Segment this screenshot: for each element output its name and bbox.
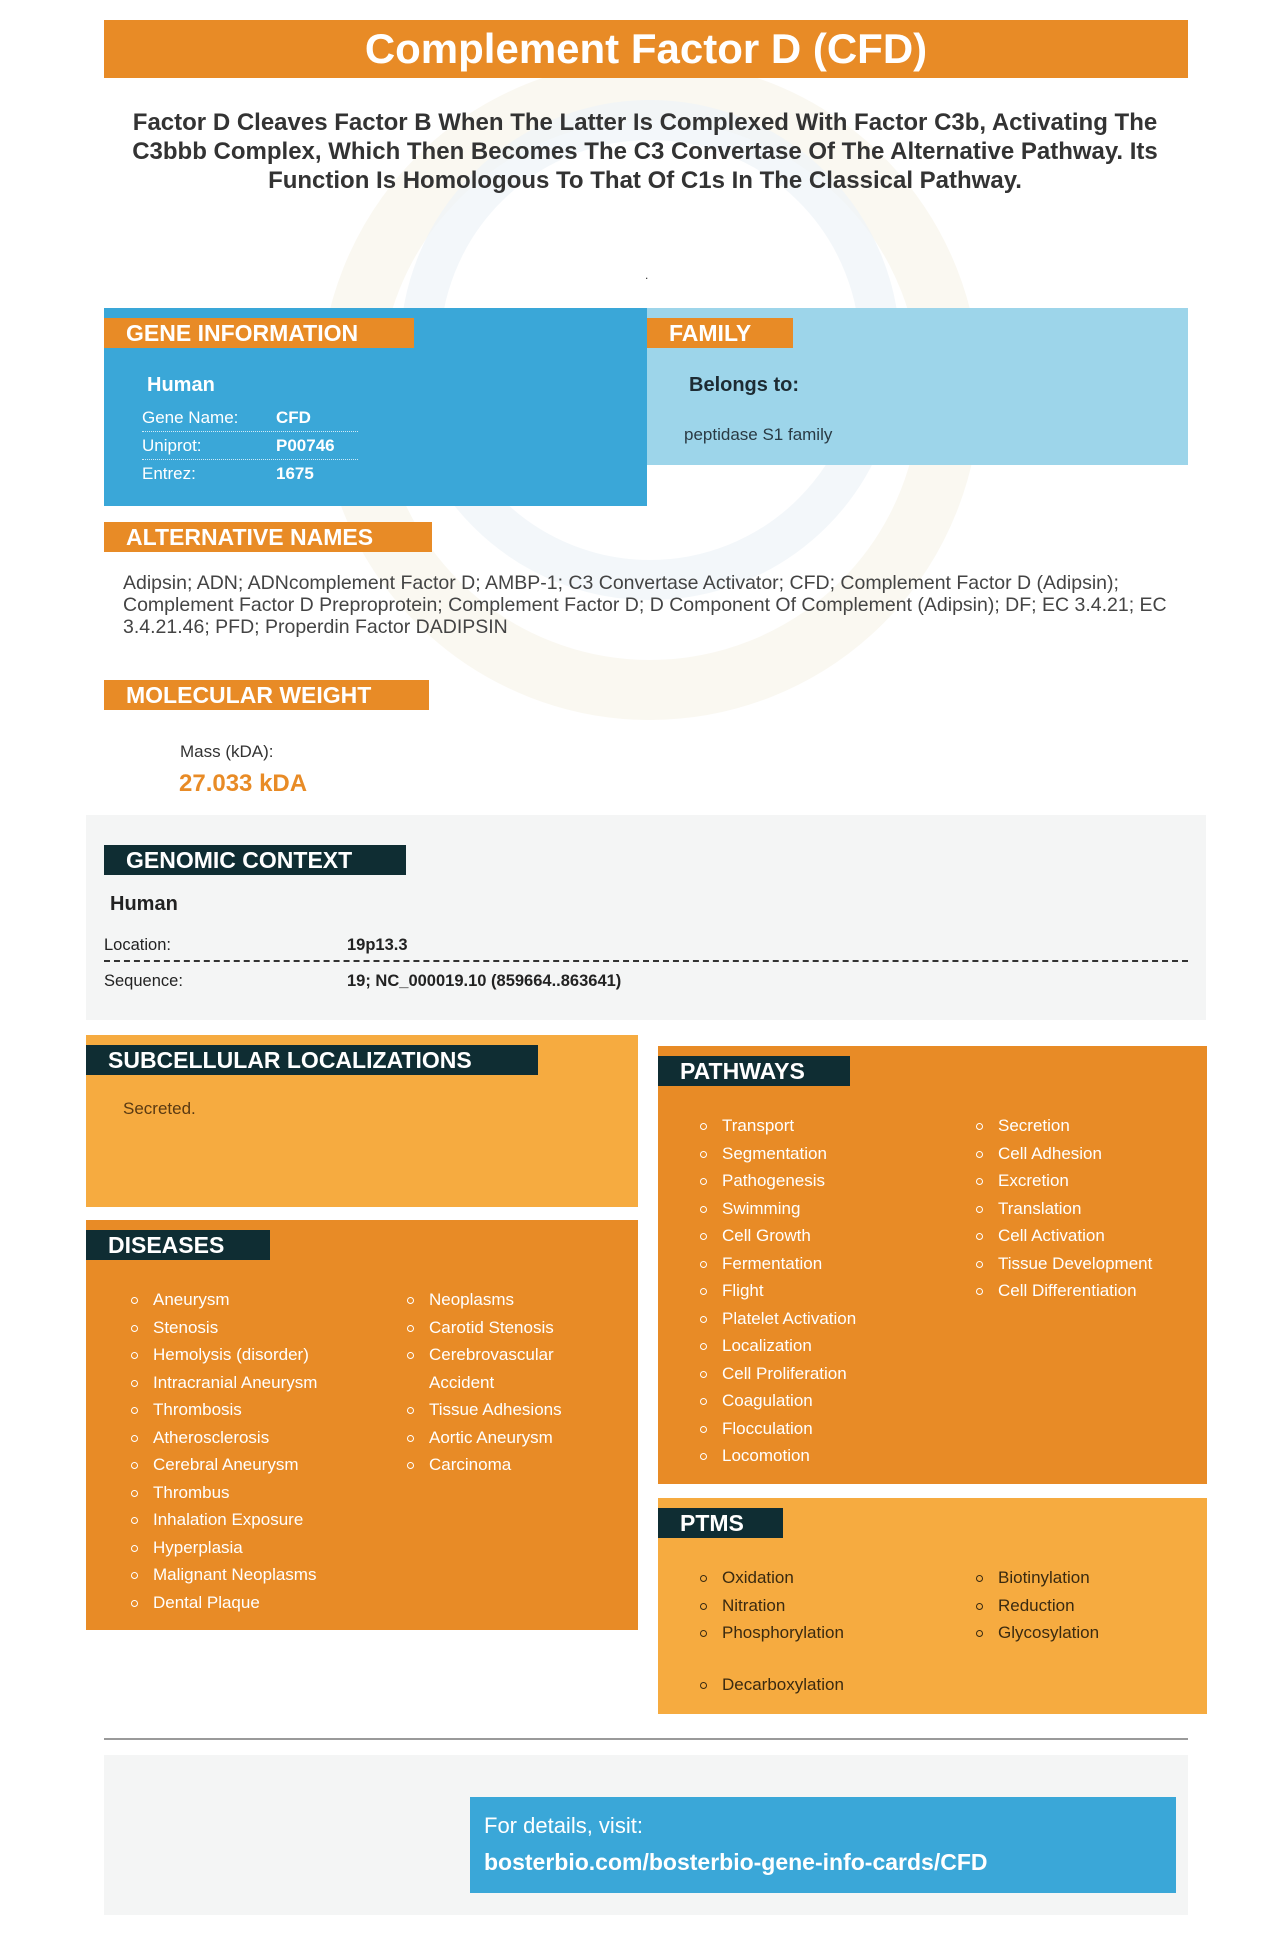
list-item: Cerebral Aneurysm (131, 1451, 381, 1479)
footer-link-card[interactable] (470, 1797, 1176, 1893)
list-item: Decarboxylation (700, 1671, 950, 1699)
genomic-location-row (104, 928, 1188, 962)
list-item: Stenosis (131, 1314, 381, 1342)
gene-species: Human (147, 374, 215, 396)
list-item: Pathogenesis (700, 1167, 950, 1195)
list-item: Intracranial Aneurysm (131, 1369, 381, 1397)
mass-label: Mass (kDA): (180, 742, 274, 761)
list-item: Carotid Stenosis (407, 1314, 582, 1342)
diseases-list-col1 (131, 1286, 381, 1616)
alternative-names-heading: ALTERNATIVE NAMES (104, 522, 432, 552)
gene-name-value: CFD (276, 408, 311, 427)
gene-summary: Factor D Cleaves Factor B When The Latter Is Complexed With Factor C3b, Activating The C3bbb Complex, Which Then Becomes The C3 Convertase Of The Alternative Pathway. Its Function Is Homologous To That Of C1s In The Classical Pathway. (132, 109, 1158, 194)
list-item: Aortic Aneurysm (407, 1424, 582, 1452)
footer-details-label: For details, visit: (484, 1813, 643, 1838)
ptms-list-extra (700, 1671, 950, 1699)
pathways-list-col1 (700, 1112, 950, 1470)
summary-dot: . (645, 268, 649, 282)
gene-information-heading: GENE INFORMATION (104, 318, 414, 348)
list-item: Cell Activation (976, 1222, 1196, 1250)
genomic-sequence-row (104, 964, 1188, 998)
list-item: Aneurysm (131, 1286, 381, 1314)
list-item: Fermentation (700, 1250, 950, 1278)
list-item: Hyperplasia (131, 1534, 381, 1562)
genomic-species: Human (110, 893, 178, 915)
ptms-list-col2 (976, 1564, 1196, 1647)
list-item: Oxidation (700, 1564, 950, 1592)
list-item: Swimming (700, 1195, 950, 1223)
gene-name-label: Gene Name: (142, 408, 239, 427)
list-item: Dental Plaque (131, 1589, 381, 1617)
mass-value: 27.033 kDA (179, 770, 308, 797)
diseases-heading: DISEASES (86, 1230, 270, 1260)
ptms-heading: PTMS (658, 1508, 783, 1538)
alternative-names-text: Adipsin; ADN; ADNcomplement Factor D; AMBP-1; C3 Convertase Activator; CFD; Complement Factor D (Adipsin); Complement Factor D Preproprotein; Complement Factor D; D Component Of Complement (Adipsin); DF; EC 3.4.21; EC 3.4.21.46; PFD; Properdin Factor DADIPSIN (123, 572, 1167, 638)
location-value: 19p13.3 (347, 936, 408, 954)
list-item: Cell Adhesion (976, 1140, 1196, 1168)
list-item: Flocculation (700, 1415, 950, 1443)
footer-url-link[interactable]: bosterbio.com/bosterbio-gene-info-cards/CFD (484, 1849, 988, 1875)
footer-divider (104, 1738, 1188, 1740)
list-item: Platelet Activation (700, 1305, 950, 1333)
list-item: Cell Growth (700, 1222, 950, 1250)
list-item: Phosphorylation (700, 1619, 950, 1647)
list-item: Malignant Neoplasms (131, 1561, 381, 1589)
gene-row-name (142, 404, 358, 432)
gene-row-entrez (142, 460, 358, 488)
entrez-label: Entrez: (142, 464, 196, 483)
pathways-list-col2 (976, 1112, 1196, 1305)
uniprot-label: Uniprot: (142, 436, 202, 455)
subcellular-text: Secreted. (123, 1099, 196, 1118)
location-label: Location: (104, 936, 171, 954)
list-item: Excretion (976, 1167, 1196, 1195)
list-item: Flight (700, 1277, 950, 1305)
list-item: Carcinoma (407, 1451, 582, 1479)
list-item: Cerebrovascular Accident (407, 1341, 582, 1396)
list-item: Cell Differentiation (976, 1277, 1196, 1305)
list-item: Reduction (976, 1592, 1196, 1620)
list-item: Inhalation Exposure (131, 1506, 381, 1534)
list-item: Biotinylation (976, 1564, 1196, 1592)
list-item: Nitration (700, 1592, 950, 1620)
list-item: Neoplasms (407, 1286, 582, 1314)
gene-row-uniprot (142, 432, 358, 460)
list-item: Translation (976, 1195, 1196, 1223)
entrez-value: 1675 (276, 464, 314, 483)
sequence-label: Sequence: (104, 972, 183, 990)
uniprot-value: P00746 (276, 436, 335, 455)
list-item: Atherosclerosis (131, 1424, 381, 1452)
list-item: Localization (700, 1332, 950, 1360)
list-item: Locomotion (700, 1442, 950, 1470)
list-item: Glycosylation (976, 1619, 1196, 1647)
list-item: Hemolysis (disorder) (131, 1341, 381, 1369)
subcellular-heading: SUBCELLULAR LOCALIZATIONS (86, 1045, 538, 1075)
list-item: Secretion (976, 1112, 1196, 1140)
genomic-context-heading: GENOMIC CONTEXT (104, 845, 406, 875)
diseases-list-col2 (407, 1286, 582, 1479)
list-item: Cell Proliferation (700, 1360, 950, 1388)
molecular-weight-heading: MOLECULAR WEIGHT (104, 680, 429, 710)
sequence-value: 19; NC_000019.10 (859664..863641) (347, 972, 622, 990)
page-title: Complement Factor D (CFD) (104, 20, 1188, 78)
ptms-list-col1 (700, 1564, 950, 1647)
family-heading: FAMILY (647, 318, 793, 348)
list-item: Transport (700, 1112, 950, 1140)
list-item: Segmentation (700, 1140, 950, 1168)
list-item: Coagulation (700, 1387, 950, 1415)
family-value: peptidase S1 family (684, 425, 833, 444)
list-item: Thrombosis (131, 1396, 381, 1424)
family-belongs-label: Belongs to: (689, 374, 799, 396)
pathways-heading: PATHWAYS (658, 1056, 850, 1086)
list-item: Tissue Development (976, 1250, 1196, 1278)
list-item: Tissue Adhesions (407, 1396, 582, 1424)
list-item: Thrombus (131, 1479, 381, 1507)
